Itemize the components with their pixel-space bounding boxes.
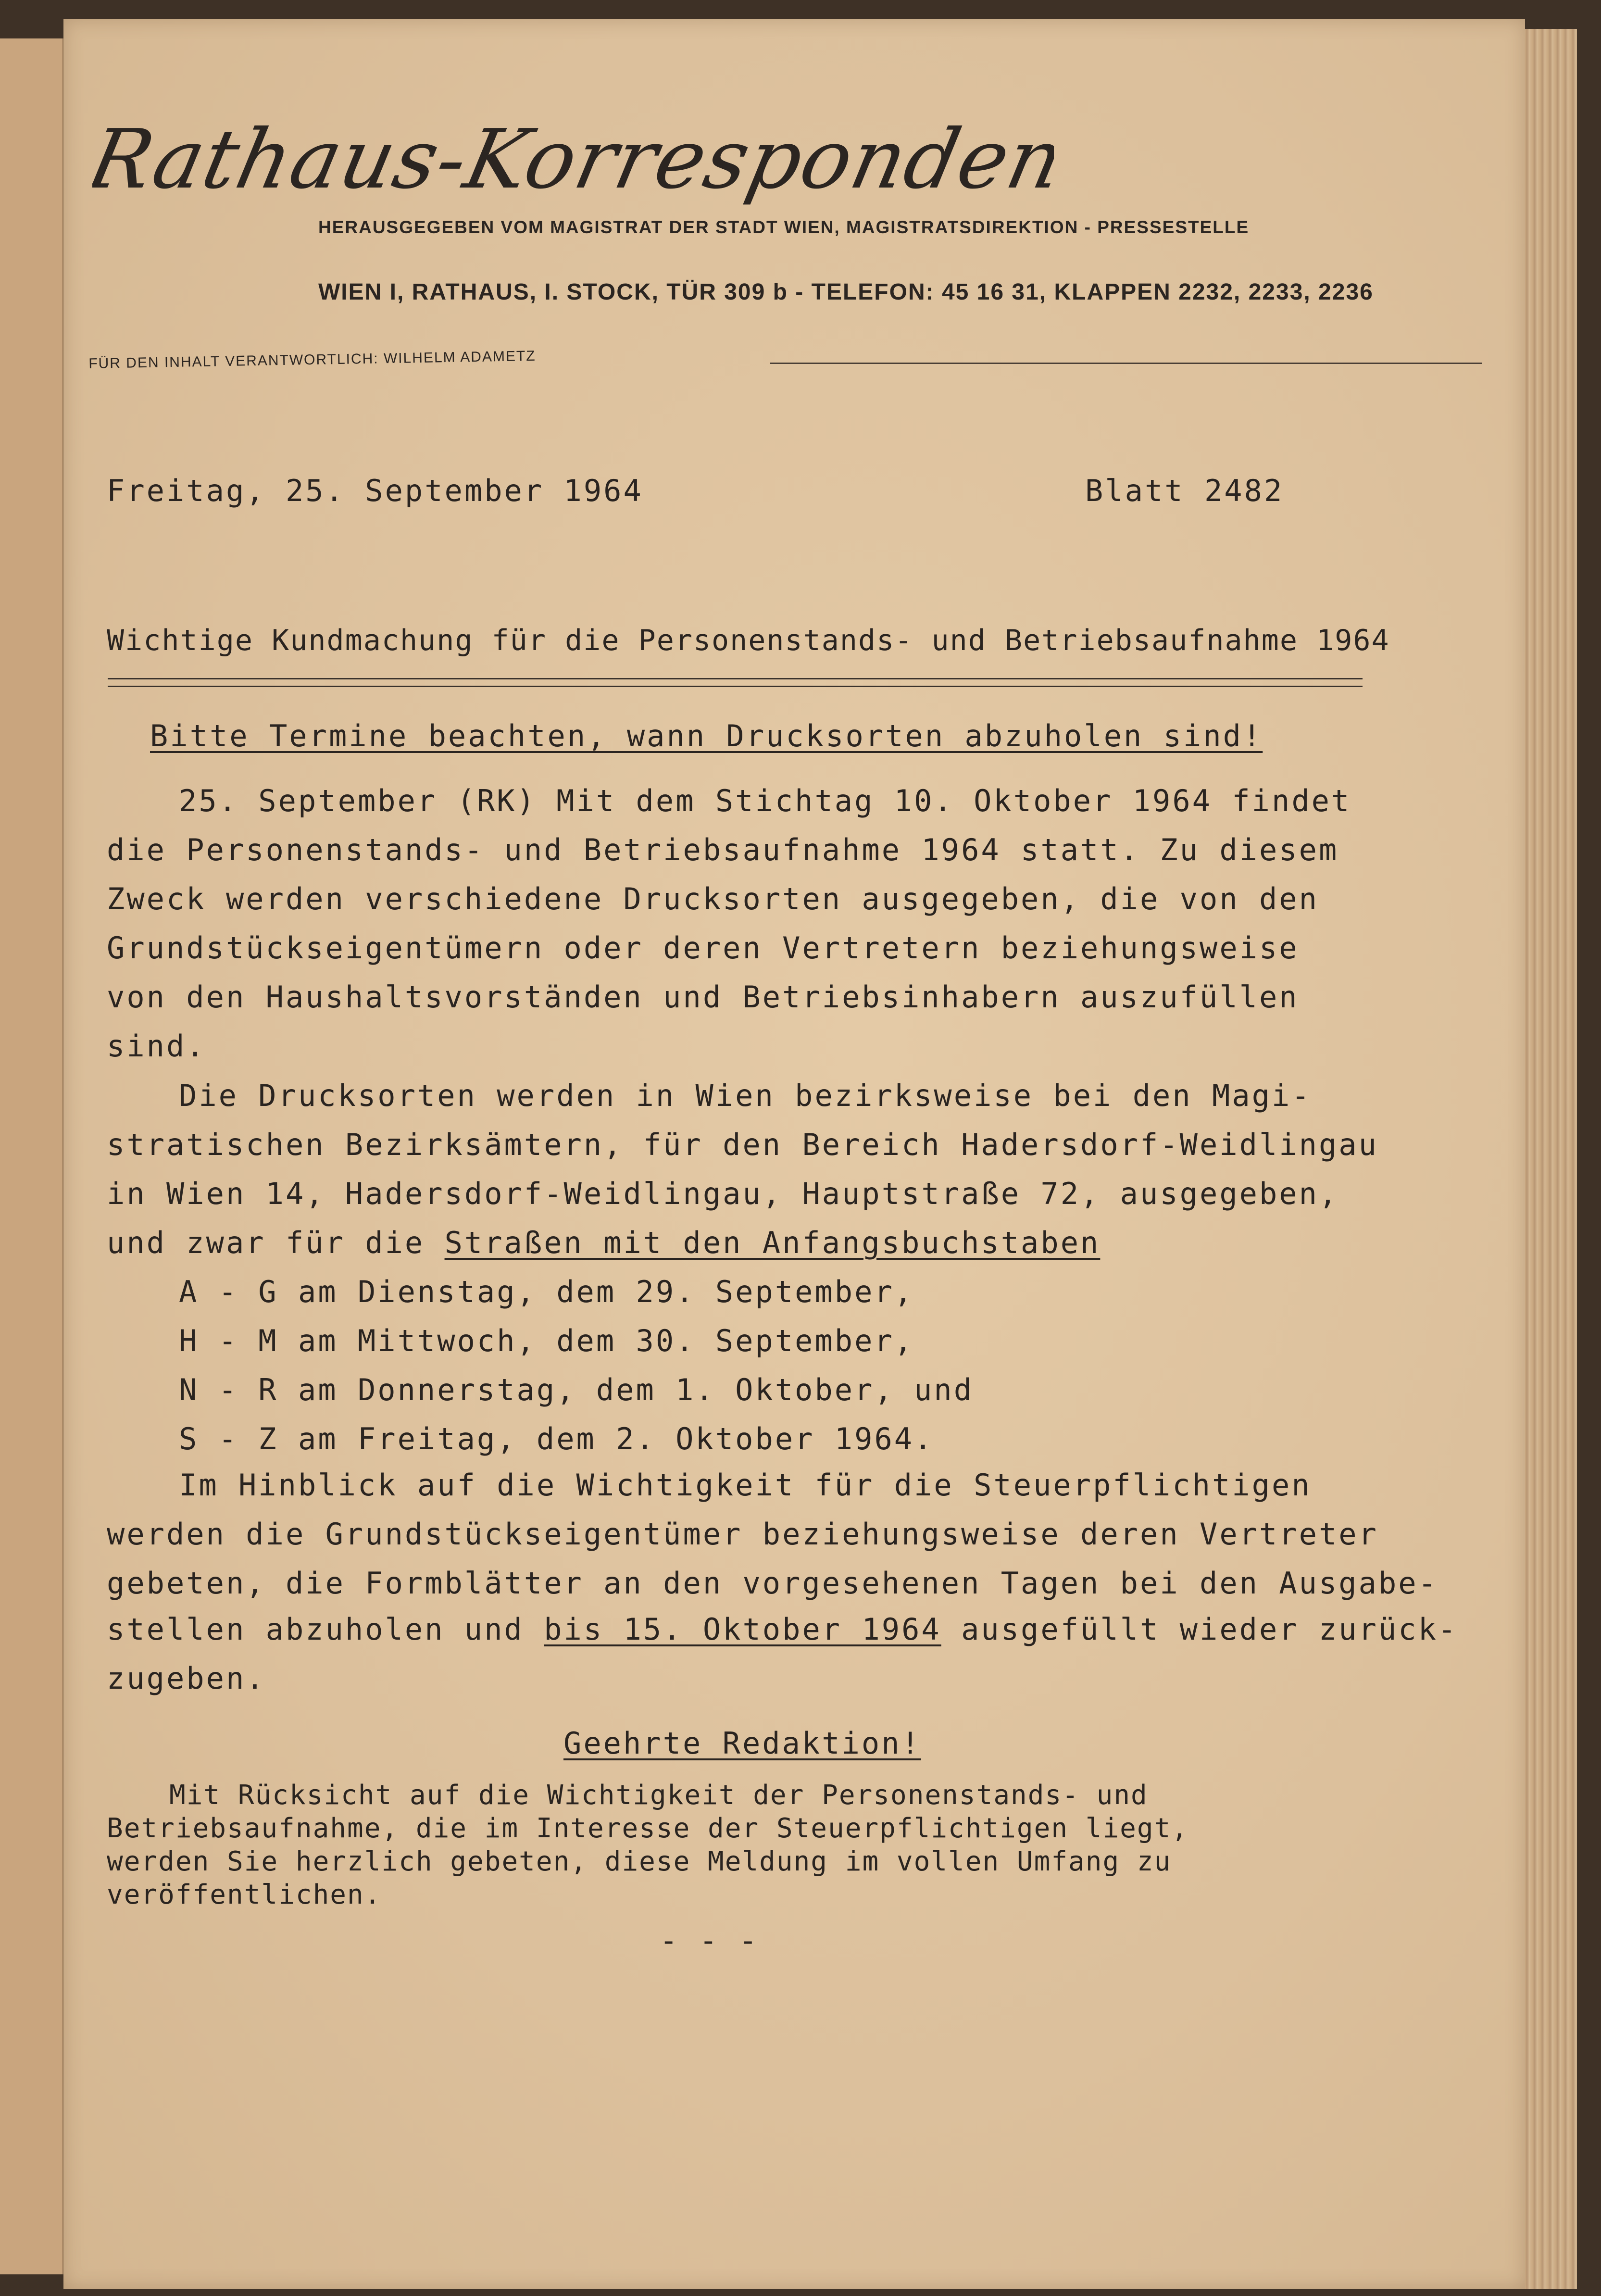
p1-line: die Personenstands- und Betriebsaufnahme 1964 statt. Zu diesem — [107, 832, 1339, 867]
p3-line: werden die Grundstückseigentümer beziehungsweise deren Vertreter — [107, 1517, 1378, 1552]
editor-note-line: Betriebsaufnahme, die im Interesse der Steuerpflichtigen liegt, — [107, 1813, 1189, 1844]
dateline-date: Freitag, 25. September 1964 — [107, 473, 643, 508]
p3-line4-suffix: ausgefüllt wieder zurück- — [941, 1612, 1458, 1647]
masthead-title-text: Rathaus-Korrespondenz — [92, 111, 1054, 207]
headline-double-rule-bottom — [108, 686, 1363, 687]
masthead-address: WIEN I, RATHAUS, I. STOCK, TÜR 309 b - TELEFON: 45 16 31, KLAPPEN 2232, 2233, 2236 — [318, 279, 1374, 305]
p2-last-line — [107, 1225, 1101, 1260]
article-headline: Wichtige Kundmachung für die Personenstands- und Betriebsaufnahme 1964 — [107, 624, 1390, 657]
schedule-item: N - R am Donnerstag, dem 1. Oktober, und — [179, 1372, 974, 1407]
p3-line4-prefix: stellen abzuholen und — [107, 1612, 544, 1647]
p1-line: von den Haushaltsvorständen und Betriebsinhabern auszufüllen — [107, 979, 1299, 1015]
p1-line: Zweck werden verschiedene Drucksorten ausgegeben, die von den — [107, 881, 1319, 916]
p2-line: Die Drucksorten werden in Wien bezirksweise bei den Magi- — [179, 1078, 1312, 1113]
p3-line: Im Hinblick auf die Wichtigkeit für die Steuerpflichtigen — [179, 1468, 1312, 1503]
masthead-publisher: HERAUSGEGEBEN VOM MAGISTRAT DER STADT WIEN, MAGISTRATSDIREKTION - PRESSESTELLE — [318, 217, 1250, 237]
p3-line4-underlined: bis 15. Oktober 1964 — [544, 1612, 941, 1647]
schedule-item: S - Z am Freitag, dem 2. Oktober 1964. — [179, 1421, 934, 1456]
schedule-item: A - G am Dienstag, dem 29. September, — [179, 1274, 914, 1309]
p3-line-4 — [107, 1612, 1458, 1647]
document-page — [63, 19, 1525, 2289]
p1-line: Grundstückseigentümern oder deren Vertretern beziehungsweise — [107, 930, 1299, 966]
p2-line: in Wien 14, Hadersdorf-Weidlingau, Hauptstraße 72, ausgegeben, — [107, 1176, 1339, 1211]
editor-note-heading: Geehrte Redaktion! — [563, 1726, 921, 1761]
p1-line: sind. — [107, 1029, 206, 1064]
previous-page-edge — [0, 38, 65, 2274]
dateline-sheet: Blatt 2482 — [1085, 473, 1284, 508]
editor-note-line: Mit Rücksicht auf die Wichtigkeit der Personenstands- und — [169, 1780, 1148, 1811]
article-subheadline: Bitte Termine beachten, wann Drucksorten abzuholen sind! — [150, 718, 1263, 753]
masthead-logo — [92, 106, 1054, 231]
headline-double-rule-top — [108, 678, 1363, 679]
p2-last-underlined: Straßen mit den Anfangsbuchstaben — [444, 1225, 1101, 1260]
masthead-script-svg — [92, 106, 1054, 231]
schedule-item: H - M am Mittwoch, dem 30. September, — [179, 1323, 914, 1358]
masthead-rule — [770, 363, 1482, 364]
masthead-responsible: FÜR DEN INHALT VERANTWORTLICH: WILHELM ADAMETZ — [88, 348, 536, 372]
p3-line: gebeten, die Formblätter an den vorgesehenen Tagen bei den Ausgabe- — [107, 1566, 1438, 1601]
end-mark: - - - — [660, 1923, 759, 1958]
p2-last-prefix: und zwar für die — [107, 1225, 445, 1260]
editor-note-line: veröffentlichen. — [107, 1879, 382, 1910]
editor-note-line: werden Sie herzlich gebeten, diese Meldung im vollen Umfang zu — [107, 1846, 1172, 1877]
p1-line: 25. September (RK) Mit dem Stichtag 10. Oktober 1964 findet — [179, 783, 1351, 818]
p3-line-5: zugeben. — [107, 1661, 266, 1696]
p2-line: stratischen Bezirksämtern, für den Bereich Hadersdorf-Weidlingau — [107, 1127, 1378, 1162]
